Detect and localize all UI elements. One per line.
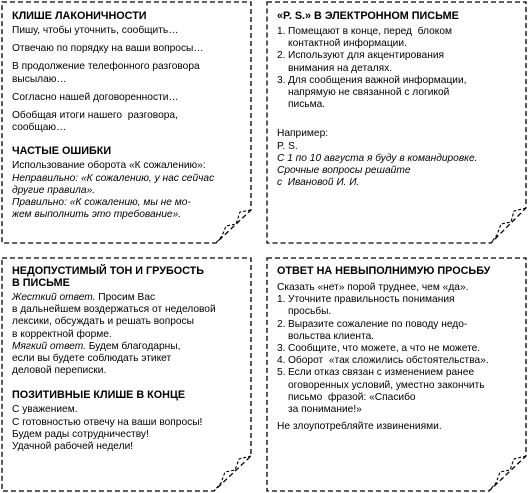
- refusal-heading: ОТВЕТ НА НЕВЫПОЛНИМУЮ ПРОСЬБУ: [277, 265, 491, 277]
- example-ps: P. S.: [277, 140, 298, 152]
- list-text: за понимание!»: [288, 404, 362, 416]
- positive-heading: ПОЗИТИВНЫЕ КЛИШЕ В КОНЦЕ: [12, 389, 186, 402]
- list-text: просьбы.: [288, 306, 332, 318]
- list-item: [277, 294, 525, 318]
- cliche-line: высылаю…: [12, 73, 67, 85]
- list-number: 4.: [277, 355, 286, 367]
- list-number: 2.: [277, 318, 286, 330]
- errors-line: другие правила».: [12, 184, 96, 196]
- cliche-line: Согласно нашей договоренности…: [12, 91, 179, 103]
- example-line: Срочные вопросы решайте: [277, 165, 411, 177]
- soft-rest: Будем благодарны,: [85, 340, 181, 352]
- list-text: Уточните правильность понимания: [288, 294, 455, 306]
- positive-line: Будем рады сотрудничеству!: [12, 428, 149, 440]
- tone-heading: НЕДОПУСТИМЫЙ ТОН И ГРУБОСТЬ: [12, 265, 204, 277]
- list-text: Используют для акцентирования: [288, 50, 445, 62]
- list-text: Если отказ связан с изменением ранее: [288, 367, 475, 379]
- list-text: внимания на деталях.: [288, 62, 393, 74]
- list-text: Оборот «так сложились обстоятельства».: [288, 355, 489, 367]
- cliche-line: В продолжение телефонного разговора: [12, 61, 200, 73]
- soft-line: если вы будете соблюдать этикет: [12, 353, 172, 365]
- cliche-line: Обобщая итоги нашего разговора,: [12, 110, 178, 122]
- errors-line: Правильно: «К сожалению, мы не мо-: [12, 197, 191, 209]
- list-text: Выразите сожаление по поводу недо-: [288, 318, 468, 330]
- list-text: письмо фразой: «Спасибо: [288, 391, 416, 403]
- list-number: 3.: [277, 74, 286, 86]
- harsh-line: в корректной форме.: [12, 328, 112, 340]
- list-text: напрямую не связанной с логикой: [288, 87, 450, 99]
- errors-line: Неправильно: «К сожалению, у нас сейчас: [12, 172, 215, 184]
- harsh-line: в дальнейшем воздержаться от неделовой: [12, 304, 216, 316]
- positive-line: С уважением.: [12, 404, 78, 416]
- list-text: вольства клиента.: [288, 330, 375, 342]
- example-line: С 1 по 10 августа я буду в командировке.: [277, 152, 478, 164]
- positive-line: Удачной рабочей недели!: [12, 441, 134, 453]
- cliches-heading: КЛИШЕ ЛАКОНИЧНОСТИ: [12, 10, 147, 22]
- card-ps: [265, 0, 529, 245]
- list-text: Помещают в конце, перед блоком: [288, 26, 453, 37]
- list-text: контактной информации.: [288, 38, 407, 50]
- card-cliches: [0, 0, 254, 245]
- list-item: [277, 319, 525, 343]
- list-text: письма.: [288, 99, 326, 111]
- ps-list: [277, 26, 522, 111]
- soft-line: деловой переписки.: [12, 365, 107, 377]
- list-text: Сообщите, что можете, а что не можете.: [288, 343, 481, 355]
- list-item: [277, 367, 525, 416]
- refusal-intro: Сказать «нет» порой труднее, чем «да».: [277, 282, 469, 293]
- errors-line: жем выполнить это требование».: [12, 209, 182, 221]
- cliche-line: сообщаю…: [12, 122, 67, 134]
- errors-heading: ЧАСТЫЕ ОШИБКИ: [12, 145, 112, 158]
- list-item: [277, 343, 525, 355]
- card-tone: [0, 256, 254, 493]
- cliche-line: Отвечаю по порядку на ваши вопросы…: [12, 43, 204, 55]
- soft-label: Мягкий ответ.: [12, 340, 86, 352]
- harsh-line: лексики, обсуждать и решать вопросы: [12, 316, 194, 328]
- soft-line: [12, 341, 248, 353]
- list-text: Для сообщения важной информации,: [288, 74, 467, 86]
- list-number: 2.: [277, 50, 286, 62]
- harsh-label: Жесткий ответ.: [12, 292, 96, 303]
- cliche-line: Пишу, чтобы уточнить, сообщить…: [12, 25, 179, 36]
- refusal-list: [277, 294, 525, 416]
- card-refusal: [265, 256, 529, 493]
- list-number: 5.: [277, 367, 286, 379]
- list-text: оговоренных условий, уместно закончить: [288, 379, 485, 391]
- list-number: 1.: [277, 26, 286, 37]
- list-item: [277, 75, 522, 112]
- tone-heading: В ПИСЬМЕ: [12, 277, 70, 289]
- harsh-line: [12, 292, 248, 304]
- list-number: 3.: [277, 343, 286, 355]
- harsh-rest: Просим Вас: [95, 292, 156, 303]
- list-item: [277, 26, 522, 50]
- ps-heading: «P. S.» В ЭЛЕКТРОННОМ ПИСЬМЕ: [277, 10, 459, 22]
- errors-line: Использование оборота «К сожалению»:: [12, 160, 206, 172]
- list-item: [277, 355, 525, 367]
- list-number: 1.: [277, 294, 286, 306]
- example-line: с Ивановой И. И.: [277, 177, 360, 189]
- example-label: Например:: [277, 128, 329, 140]
- list-item: [277, 50, 522, 74]
- positive-line: С готовностью отвечу на ваши вопросы!: [12, 416, 203, 428]
- refusal-closing: Не злоупотребляйте извинениями.: [277, 421, 442, 433]
